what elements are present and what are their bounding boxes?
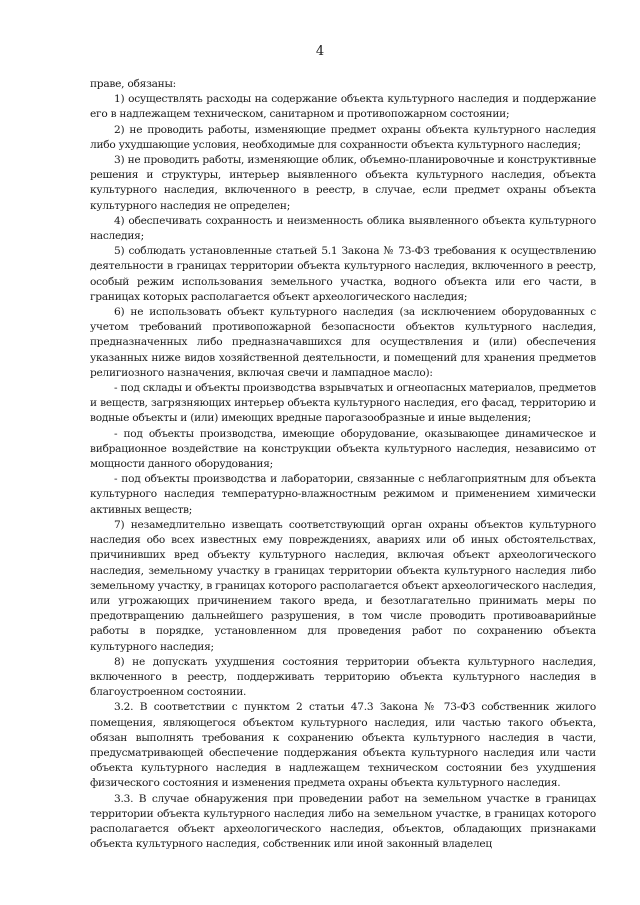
paragraph-item-2: 2) не проводить работы, изменяющие предмет охраны объекта культурного наследия либо ухудшающие условия, необходимые для сохранности объекта культурного наследия; (90, 123, 596, 151)
paragraph-dash-1: - под склады и объекты производства взрывчатых и огнеопасных материалов, предметов и веществ, загрязняющих интерьер объекта культурного наследия, его фасад, территорию и водные объекты и (или) имеющих вредные парогазообразные и иные выделения; (90, 382, 596, 425)
paragraph-item-5: 5) соблюдать установленные статьей 5.1 Закона № 73-ФЗ требования к осуществлению деятельности в границах территории объекта культурного наследия, включенного в реестр, особый режим использования земельного участка, водного объекта или его части, в границах которых располагается объект археологического наследия; (90, 245, 596, 303)
paragraph-item-6: 6) не использовать объект культурного наследия (за исключением оборудованных с учетом требований противопожарной безопасности объектов культурного наследия, предназначенных либо предназначавшихся для осуществления и (или) обеспечения указанных ниже видов хозяйственной деятельности, и помещений для хранения предметов религиозного назначения, включая свечи и лампадное масло): (90, 306, 596, 379)
paragraph-item-4: 4) обеспечивать сохранность и неизменность облика выявленного объекта культурного наследия; (90, 214, 596, 243)
paragraph-item-7: 7) незамедлительно извещать соответствующий орган охраны объектов культурного наследия обо всех известных ему повреждениях, авариях или об иных обстоятельствах, причинивших вред объекту культурного наследия, включая объект археологического наследия, земельному участку в границах территории объекта культурного наследия либо земельному участку, в границах которого располагается объект археологического наследия, или угрожающих причинением такого вреда, и безотлагательно принимать меры по предотвращению дальнейшего разрушения, в том числе проводить противоаварийные работы в порядке, установленном для проведения работ по сохранению объекта культурного наследия; (90, 518, 596, 653)
paragraph-dash-3: - под объекты производства и лаборатории, связанные с неблагоприятным для объекта культурного наследия температурно-влажностным режимом и применением химически активных веществ; (90, 473, 596, 516)
paragraph-item-8: 8) не допускать ухудшения состояния территории объекта культурного наследия, включенного в реестр, поддерживать территорию объекта культурного наследия в благоустроенном состоянии. (90, 655, 596, 699)
paragraph-section-3-3: 3.3. В случае обнаружения при проведении работ на земельном участке в границах территории объекта культурного наследия либо на земельном участке, в границах которого располагается объект археологического наследия, объектов, обладающих признаками объекта культурного наследия, собственник или иной законный владелец (90, 792, 596, 851)
page-number: 4 (315, 44, 325, 59)
paragraph-item-3: 3) не проводить работы, изменяющие облик, объемно-планировочные и конструктивные решения и структуры, интерьер выявленного объекта культурного наследия, объекта культурного наследия, включенного в реестр, в случае, если предмет охраны объекта культурного наследия не определен; (90, 154, 596, 212)
document-body (90, 77, 596, 852)
paragraph-section-3-2: 3.2. В соответствии с пунктом 2 статьи 47.3 Закона № 73-ФЗ собственник жилого помещения, являющегося объектом культурного наследия, или частью такого объекта, обязан выполнять требования к сохранению объекта культурного наследия в части, предусматривающей обеспечение поддержания объекта культурного наследия или части объекта культурного наследия в надлежащем техническом состоянии без ухудшения физического состояния и изменения предмета охраны объекта культурного наследия. (90, 701, 596, 790)
paragraph-item-1: 1) осуществлять расходы на содержание объекта культурного наследия и поддержание его в надлежащем техническом, санитарном и противопожарном состоянии; (90, 93, 596, 121)
paragraph-dash-2: - под объекты производства, имеющие оборудование, оказывающее динамическое и вибрационное воздействие на конструкции объекта культурного наследия, независимо от мощности данного оборудования; (90, 427, 596, 471)
paragraph-continuation: праве, обязаны: (90, 78, 176, 90)
